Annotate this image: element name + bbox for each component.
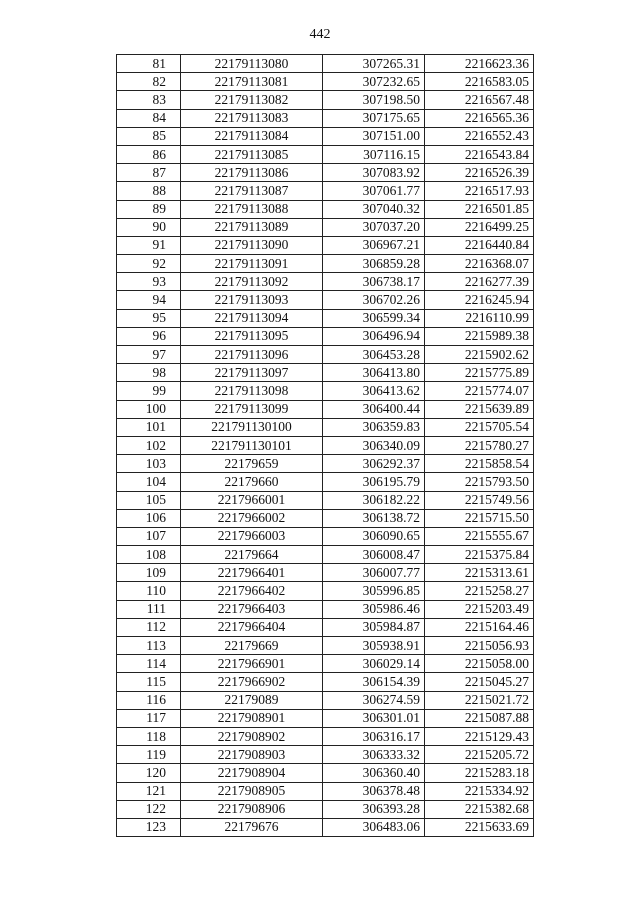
x-coordinate-cell: 306413.62 [323,382,425,400]
y-coordinate-cell: 2216623.36 [425,55,534,73]
row-number-cell: 119 [117,746,181,764]
x-coordinate-cell: 306702.26 [323,291,425,309]
row-number-cell: 101 [117,418,181,436]
table-row [117,691,534,709]
point-id-cell: 221791130100 [181,418,323,436]
x-coordinate-cell: 307040.32 [323,200,425,218]
point-id-cell: 22179113084 [181,127,323,145]
row-number-cell: 122 [117,800,181,818]
x-coordinate-cell: 306738.17 [323,273,425,291]
table-body [117,55,534,837]
table-row [117,618,534,636]
x-coordinate-cell: 306413.80 [323,364,425,382]
y-coordinate-cell: 2215902.62 [425,346,534,364]
table-row [117,637,534,655]
table-row [117,455,534,473]
x-coordinate-cell: 307037.20 [323,218,425,236]
point-id-cell: 22179113095 [181,327,323,345]
point-id-cell: 22179113097 [181,364,323,382]
row-number-cell: 94 [117,291,181,309]
row-number-cell: 118 [117,727,181,745]
y-coordinate-cell: 2216110.99 [425,309,534,327]
point-id-cell: 2217908901 [181,709,323,727]
x-coordinate-cell: 306301.01 [323,709,425,727]
point-id-cell: 2217908904 [181,764,323,782]
x-coordinate-cell: 305986.46 [323,600,425,618]
point-id-cell: 22179113080 [181,55,323,73]
x-coordinate-cell: 306195.79 [323,473,425,491]
row-number-cell: 120 [117,764,181,782]
point-id-cell: 22179676 [181,818,323,836]
point-id-cell: 22179113088 [181,200,323,218]
row-number-cell: 103 [117,455,181,473]
point-id-cell: 2217966404 [181,618,323,636]
table-row [117,327,534,345]
table-row [117,55,534,73]
x-coordinate-cell: 306182.22 [323,491,425,509]
table-row [117,800,534,818]
row-number-cell: 81 [117,55,181,73]
point-id-cell: 22179660 [181,473,323,491]
table-row [117,491,534,509]
y-coordinate-cell: 2216499.25 [425,218,534,236]
point-id-cell: 22179113083 [181,109,323,127]
y-coordinate-cell: 2215313.61 [425,564,534,582]
x-coordinate-cell: 306359.83 [323,418,425,436]
row-number-cell: 113 [117,637,181,655]
y-coordinate-cell: 2215989.38 [425,327,534,345]
y-coordinate-cell: 2215639.89 [425,400,534,418]
table-row [117,673,534,691]
point-id-cell: 2217966403 [181,600,323,618]
y-coordinate-cell: 2216501.85 [425,200,534,218]
x-coordinate-cell: 305984.87 [323,618,425,636]
row-number-cell: 123 [117,818,181,836]
y-coordinate-cell: 2216368.07 [425,255,534,273]
table-row [117,73,534,91]
point-id-cell: 22179113087 [181,182,323,200]
row-number-cell: 102 [117,436,181,454]
table-row [117,382,534,400]
y-coordinate-cell: 2215633.69 [425,818,534,836]
x-coordinate-cell: 306378.48 [323,782,425,800]
x-coordinate-cell: 306292.37 [323,455,425,473]
table-row [117,746,534,764]
table-row [117,273,534,291]
table-row [117,127,534,145]
table-row [117,309,534,327]
y-coordinate-cell: 2216277.39 [425,273,534,291]
row-number-cell: 106 [117,509,181,527]
point-id-cell: 22179659 [181,455,323,473]
x-coordinate-cell: 306360.40 [323,764,425,782]
y-coordinate-cell: 2216552.43 [425,127,534,145]
y-coordinate-cell: 2216565.36 [425,109,534,127]
table-row [117,727,534,745]
x-coordinate-cell: 306154.39 [323,673,425,691]
table-row [117,546,534,564]
x-coordinate-cell: 306029.14 [323,655,425,673]
y-coordinate-cell: 2216567.48 [425,91,534,109]
y-coordinate-cell: 2215555.67 [425,527,534,545]
table-row [117,509,534,527]
point-id-cell: 22179113081 [181,73,323,91]
table-row [117,400,534,418]
point-id-cell: 22179669 [181,637,323,655]
point-id-cell: 22179113091 [181,255,323,273]
row-number-cell: 82 [117,73,181,91]
point-id-cell: 22179113085 [181,145,323,163]
y-coordinate-cell: 2215715.50 [425,509,534,527]
x-coordinate-cell: 307151.00 [323,127,425,145]
x-coordinate-cell: 306316.17 [323,727,425,745]
row-number-cell: 115 [117,673,181,691]
x-coordinate-cell: 307061.77 [323,182,425,200]
x-coordinate-cell: 306483.06 [323,818,425,836]
point-id-cell: 2217966902 [181,673,323,691]
y-coordinate-cell: 2215705.54 [425,418,534,436]
row-number-cell: 92 [117,255,181,273]
x-coordinate-cell: 306859.28 [323,255,425,273]
point-id-cell: 22179113096 [181,346,323,364]
table-row [117,291,534,309]
row-number-cell: 93 [117,273,181,291]
point-id-cell: 2217966401 [181,564,323,582]
x-coordinate-cell: 305996.85 [323,582,425,600]
table-row [117,527,534,545]
point-id-cell: 2217908905 [181,782,323,800]
row-number-cell: 112 [117,618,181,636]
row-number-cell: 84 [117,109,181,127]
table-row [117,436,534,454]
row-number-cell: 99 [117,382,181,400]
y-coordinate-cell: 2215203.49 [425,600,534,618]
row-number-cell: 109 [117,564,181,582]
table-row [117,655,534,673]
point-id-cell: 22179113094 [181,309,323,327]
x-coordinate-cell: 306340.09 [323,436,425,454]
row-number-cell: 105 [117,491,181,509]
y-coordinate-cell: 2215375.84 [425,546,534,564]
y-coordinate-cell: 2215334.92 [425,782,534,800]
point-id-cell: 2217966003 [181,527,323,545]
point-id-cell: 22179113090 [181,236,323,254]
x-coordinate-cell: 307175.65 [323,109,425,127]
table-row [117,200,534,218]
table-row [117,145,534,163]
point-id-cell: 22179113099 [181,400,323,418]
table-row [117,109,534,127]
point-id-cell: 2217966402 [181,582,323,600]
point-id-cell: 2217966001 [181,491,323,509]
row-number-cell: 104 [117,473,181,491]
x-coordinate-cell: 306138.72 [323,509,425,527]
point-id-cell: 22179113086 [181,164,323,182]
x-coordinate-cell: 305938.91 [323,637,425,655]
table-row [117,236,534,254]
table-row [117,582,534,600]
table-row [117,218,534,236]
row-number-cell: 85 [117,127,181,145]
x-coordinate-cell: 306967.21 [323,236,425,254]
x-coordinate-cell: 306007.77 [323,564,425,582]
y-coordinate-cell: 2215793.50 [425,473,534,491]
y-coordinate-cell: 2216526.39 [425,164,534,182]
table-row [117,709,534,727]
y-coordinate-cell: 2215087.88 [425,709,534,727]
table-row [117,255,534,273]
row-number-cell: 108 [117,546,181,564]
x-coordinate-cell: 306274.59 [323,691,425,709]
row-number-cell: 98 [117,364,181,382]
y-coordinate-cell: 2215283.18 [425,764,534,782]
x-coordinate-cell: 307265.31 [323,55,425,73]
x-coordinate-cell: 306008.47 [323,546,425,564]
y-coordinate-cell: 2215164.46 [425,618,534,636]
x-coordinate-cell: 307083.92 [323,164,425,182]
point-id-cell: 2217908903 [181,746,323,764]
table-row [117,182,534,200]
row-number-cell: 96 [117,327,181,345]
row-number-cell: 110 [117,582,181,600]
table-row [117,818,534,836]
x-coordinate-cell: 306453.28 [323,346,425,364]
table-row [117,346,534,364]
point-id-cell: 22179113093 [181,291,323,309]
y-coordinate-cell: 2215056.93 [425,637,534,655]
y-coordinate-cell: 2215774.07 [425,382,534,400]
point-id-cell: 22179113098 [181,382,323,400]
x-coordinate-cell: 306393.28 [323,800,425,818]
point-id-cell: 22179113089 [181,218,323,236]
row-number-cell: 87 [117,164,181,182]
row-number-cell: 95 [117,309,181,327]
y-coordinate-cell: 2215749.56 [425,491,534,509]
y-coordinate-cell: 2215021.72 [425,691,534,709]
point-id-cell: 2217908902 [181,727,323,745]
row-number-cell: 88 [117,182,181,200]
y-coordinate-cell: 2216543.84 [425,145,534,163]
y-coordinate-cell: 2215382.68 [425,800,534,818]
x-coordinate-cell: 307232.65 [323,73,425,91]
point-id-cell: 2217966002 [181,509,323,527]
y-coordinate-cell: 2215045.27 [425,673,534,691]
y-coordinate-cell: 2215858.54 [425,455,534,473]
y-coordinate-cell: 2215058.00 [425,655,534,673]
point-id-cell: 2217966901 [181,655,323,673]
point-id-cell: 22179113082 [181,91,323,109]
row-number-cell: 90 [117,218,181,236]
y-coordinate-cell: 2215129.43 [425,727,534,745]
row-number-cell: 111 [117,600,181,618]
row-number-cell: 97 [117,346,181,364]
row-number-cell: 121 [117,782,181,800]
y-coordinate-cell: 2215205.72 [425,746,534,764]
x-coordinate-cell: 306599.34 [323,309,425,327]
row-number-cell: 116 [117,691,181,709]
y-coordinate-cell: 2216517.93 [425,182,534,200]
y-coordinate-cell: 2215775.89 [425,364,534,382]
point-id-cell: 22179089 [181,691,323,709]
table-row [117,782,534,800]
y-coordinate-cell: 2216440.84 [425,236,534,254]
row-number-cell: 89 [117,200,181,218]
row-number-cell: 114 [117,655,181,673]
y-coordinate-cell: 2216245.94 [425,291,534,309]
table-row [117,600,534,618]
point-id-cell: 2217908906 [181,800,323,818]
point-id-cell: 22179113092 [181,273,323,291]
table-row [117,473,534,491]
x-coordinate-cell: 307198.50 [323,91,425,109]
point-id-cell: 221791130101 [181,436,323,454]
y-coordinate-cell: 2216583.05 [425,73,534,91]
x-coordinate-cell: 307116.15 [323,145,425,163]
table-row [117,164,534,182]
row-number-cell: 91 [117,236,181,254]
table-row [117,418,534,436]
table-row [117,764,534,782]
row-number-cell: 83 [117,91,181,109]
row-number-cell: 107 [117,527,181,545]
x-coordinate-cell: 306496.94 [323,327,425,345]
table-row [117,91,534,109]
table-row [117,364,534,382]
table-row [117,564,534,582]
coordinates-table [116,54,534,837]
x-coordinate-cell: 306333.32 [323,746,425,764]
y-coordinate-cell: 2215258.27 [425,582,534,600]
x-coordinate-cell: 306400.44 [323,400,425,418]
row-number-cell: 117 [117,709,181,727]
x-coordinate-cell: 306090.65 [323,527,425,545]
row-number-cell: 86 [117,145,181,163]
y-coordinate-cell: 2215780.27 [425,436,534,454]
row-number-cell: 100 [117,400,181,418]
point-id-cell: 22179664 [181,546,323,564]
page-number: 442 [309,27,331,42]
